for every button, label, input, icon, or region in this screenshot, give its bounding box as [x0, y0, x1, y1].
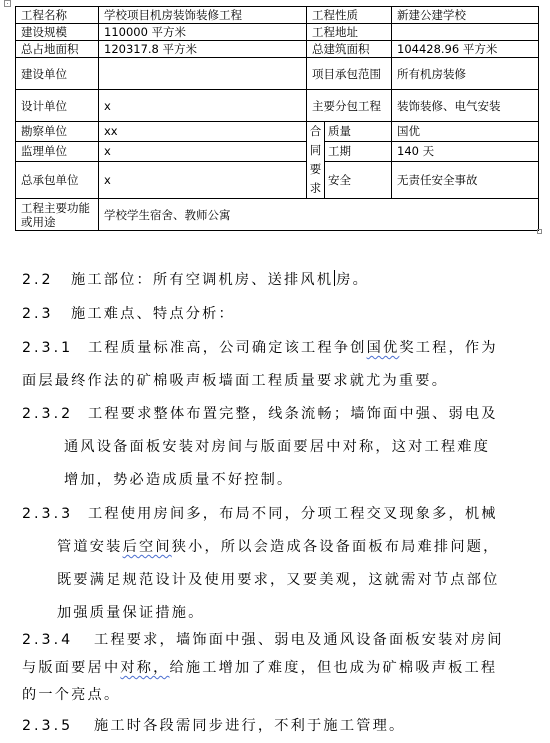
cell-label: 项目承包范围	[307, 58, 392, 90]
cell-label: 安全	[325, 161, 392, 198]
cell-label: 质量	[325, 122, 392, 142]
cell-value: 120317.8 平方米	[99, 41, 307, 58]
section-2-3-1-line-2: 面层最终作法的矿棉吸声板墙面工程质量要求就尤为重要。	[22, 373, 449, 389]
cell-value: 学校学生宿舍、教师公寓	[99, 199, 539, 231]
section-2-3-3-line-2: 管道安装后空间狭小，所以会造成各设备面板布局难排问题，	[57, 539, 500, 555]
cell-label: 工程性质	[307, 7, 392, 24]
section-2-3-3-line-3: 既要满足规范设计及使用要求，又要美观，这就需对节点部位	[57, 572, 500, 588]
cell-label: 监理单位	[16, 141, 99, 161]
section-2-3-5: 2.3.5 施工时各段需同步进行，不利于施工管理。	[22, 718, 406, 734]
cell-value: 140 天	[392, 141, 539, 161]
section-2-3-2-line-1: 2.3.2 工程要求整体布置完整，线条流畅；墙饰面中强、弱电及	[22, 406, 498, 422]
section-2-3-4-line-3: 的一个亮点。	[22, 687, 121, 703]
cell-value: 110000 平方米	[99, 24, 307, 41]
section-2-3: 2.3 施工难点、特点分析：	[22, 306, 235, 322]
cell-value: 新建公建学校	[392, 7, 539, 24]
cell-value: 国优	[392, 122, 539, 142]
cell-value: 装饰装修、电气安装	[392, 90, 539, 122]
cell-label: 建设单位	[16, 58, 99, 90]
cell-value: 学校项目机房装饰装修工程	[99, 7, 307, 24]
cell-label: 建设规模	[16, 24, 99, 41]
section-2-3-2-line-2: 通风设备面板安装对房间与版面要居中对称，这对工程难度	[64, 439, 491, 455]
cell-label: 总建筑面积	[307, 41, 392, 58]
section-2-3-3-line-1: 2.3.3 工程使用房间多，布局不同，分项工程交叉现象多，机械	[22, 506, 498, 522]
cell-label: 工程主要功能或用途	[16, 199, 99, 231]
cell-value: x	[99, 161, 307, 198]
section-2-3-4-line-1: 2.3.4 工程要求，墙饰面中强、弱电及通风设备面板安装对房间	[22, 632, 504, 648]
cell-label: 勘察单位	[16, 122, 99, 142]
cell-value: xx	[99, 122, 307, 142]
section-2-2: 2.2 施工部位：所有空调机房、送排风机 房。	[22, 272, 369, 288]
cell-label: 工期	[325, 141, 392, 161]
cell-label: 总承包单位	[16, 161, 99, 198]
section-2-3-4-line-2: 与版面要居中对称，给施工增加了难度，但也成为矿棉吸声板工程	[22, 660, 498, 676]
section-2-3-2-line-3: 增加，势必造成质量不好控制。	[64, 472, 294, 488]
cell-label: 总占地面积	[16, 41, 99, 58]
cell-value: x	[99, 90, 307, 122]
section-2-3-3-line-4: 加强质量保证措施。	[57, 605, 205, 621]
cell-label: 主要分包工程	[307, 90, 392, 122]
cell-value: 无责任安全事故	[392, 161, 539, 198]
section-2-3-1-line-1: 2.3.1 工程质量标准高，公司确定该工程争创国优奖工程，作为	[22, 340, 498, 356]
contract-requirements-label: 合 同 要 求	[307, 122, 325, 199]
cell-label: 工程名称	[16, 7, 99, 24]
cell-value: 104428.96 平方米	[392, 41, 539, 58]
cell-value: 所有机房装修	[392, 58, 539, 90]
cell-value: x	[99, 141, 307, 161]
cell-label: 设计单位	[16, 90, 99, 122]
cell-label: 工程地址	[307, 24, 392, 41]
